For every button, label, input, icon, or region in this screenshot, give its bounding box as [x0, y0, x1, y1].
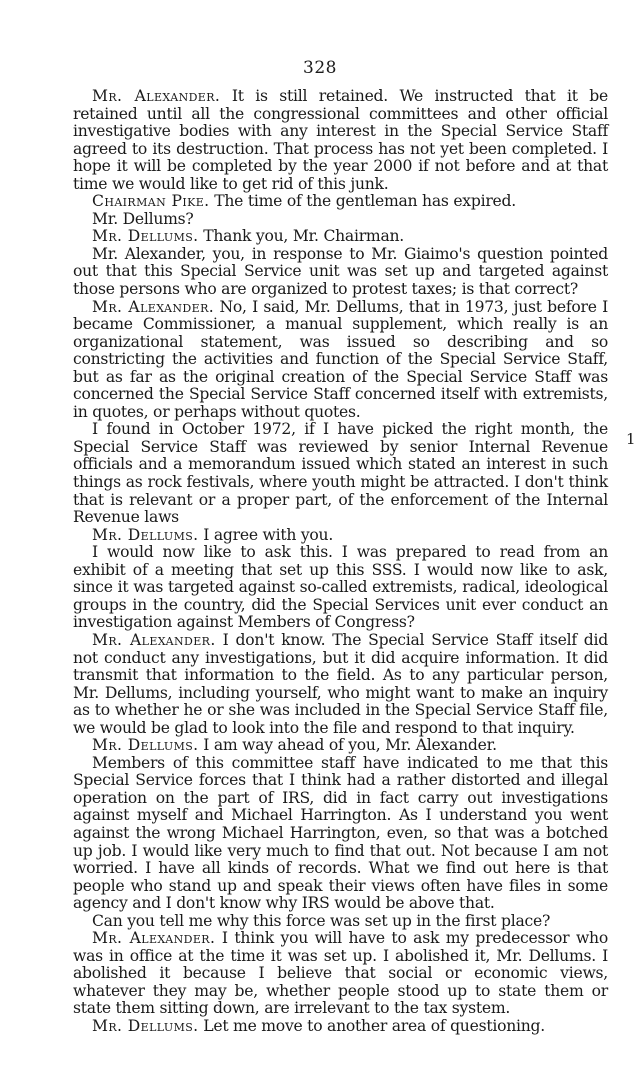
paragraph — [73, 193, 608, 211]
speaker-name: Mr. Dellums. — [92, 227, 199, 246]
paragraph-text: I am way ahead of you, Mr. Alexander. — [198, 736, 497, 755]
paragraph — [73, 299, 608, 422]
paragraph-text: Mr. Alexander, you, in response to Mr. Giaimo's question pointed out that this Special Service unit was set up and targeted against those persons who are organized to protest taxes; is that correct? — [73, 244, 608, 299]
body-text — [73, 88, 608, 1036]
paragraph — [73, 755, 608, 913]
speaker-name: Mr. Dellums. — [92, 1016, 199, 1035]
paragraph — [73, 632, 608, 737]
paragraph — [73, 211, 608, 229]
paragraph — [73, 421, 608, 526]
paragraph — [73, 1018, 608, 1036]
paragraph-text: Thank you, Mr. Chairman. — [198, 227, 404, 246]
paragraph-text: Mr. Dellums? — [92, 209, 194, 228]
paragraph — [73, 88, 608, 193]
paragraph — [73, 228, 608, 246]
paragraph-text: I agree with you. — [198, 525, 334, 544]
paragraph-text: The time of the gentleman has expired. — [209, 192, 516, 211]
speaker-name: Mr. Dellums. — [92, 525, 199, 544]
paragraph-text: Let me move to another area of questioning. — [198, 1016, 545, 1035]
paragraph — [73, 913, 608, 931]
paragraph — [73, 527, 608, 545]
margin-mark: 1 — [626, 430, 636, 448]
paragraph-text: It is still retained. We instructed that it be retained until all the congressional committees and other official investigative bodies with any interest in the Special Service Staff agreed to its destruction. That process has not yet been completed. I hope it will be completed by the year 2000 if not before and at that time we would like to get rid of this junk. — [73, 87, 608, 193]
speaker-name: Mr. Dellums. — [92, 736, 199, 755]
paragraph-text: I think you will have to ask my predecessor who was in office at the time it was set up. I abolished it, Mr. Dellums. I abolished it because I believe that social or economic views, whatever they may be, whether people stood up to state them or state them sitting down, are irrelevant to the tax system. — [73, 929, 608, 1018]
paragraph-text: I found in October 1972, if I have picked the right month, the Special Service Staff was reviewed by senior Internal Revenue officials and a memorandum issued which stated an interest in such things as rock festivals, where youth might be attracted. I don't think that is relevant or a proper part, of the enforcement of the Internal Revenue laws — [73, 420, 608, 527]
speaker-name: Chairman Pike. — [92, 192, 210, 211]
paragraph-text: No, I said, Mr. Dellums, that in 1973, just before I became Commissioner, a manual supplement, which really is an organizational statement, was issued so describing and so constricting the activities and function of the Special Service Staff, but as far as the original creation of the Special Service Staff was concerned the Special Service Staff concerned itself with extremists, in quotes, or perhaps without quotes. — [73, 297, 608, 421]
speaker-name: Mr. Alexander. — [92, 87, 221, 105]
speaker-name: Mr. Alexander. — [92, 929, 216, 948]
paragraph — [73, 246, 608, 299]
page-number: 328 — [303, 58, 337, 78]
paragraph-text: Can you tell me why this force was set up in the first place? — [92, 911, 551, 930]
paragraph-text: I would now like to ask this. I was prepared to read from an exhibit of a meeting that set up this SSS. I would now like to ask, since it was targeted against so-called extremists, radical, ideological groups in the country, did the Special Services unit ever conduct an investigation against Members of Congress? — [73, 543, 608, 632]
paragraph-text: Members of this committee staff have indicated to me that this Special Service forces that I think had a rather distorted and illegal operation on the part of IRS, did in fact carry out investigations against myself and Michael Harrington. As I understand you went against the wrong Michael Harrington, even, so that was a botched up job. I would like very much to find that out. Not because I am not worried. I have all kinds of records. What we find out here is that people who stand up and speak their views often have files in some agency and I don't know why IRS would be above that. — [73, 753, 608, 913]
speaker-name: Mr. Alexander. — [92, 297, 215, 316]
paragraph — [73, 544, 608, 632]
paragraph — [73, 737, 608, 755]
paragraph — [73, 930, 608, 1018]
paragraph-text: I don't know. The Special Service Staff itself did not conduct any investigations, but it did acquire information. It did transmit that information to the field. As to any particular person, Mr. Dellums, including yourself, who might want to make an inquiry as to whether he or she was included in the Special Service Staff file, we would be glad to look into the file and respond to that inquiry. — [73, 630, 608, 737]
speaker-name: Mr. Alexander. — [92, 630, 216, 649]
